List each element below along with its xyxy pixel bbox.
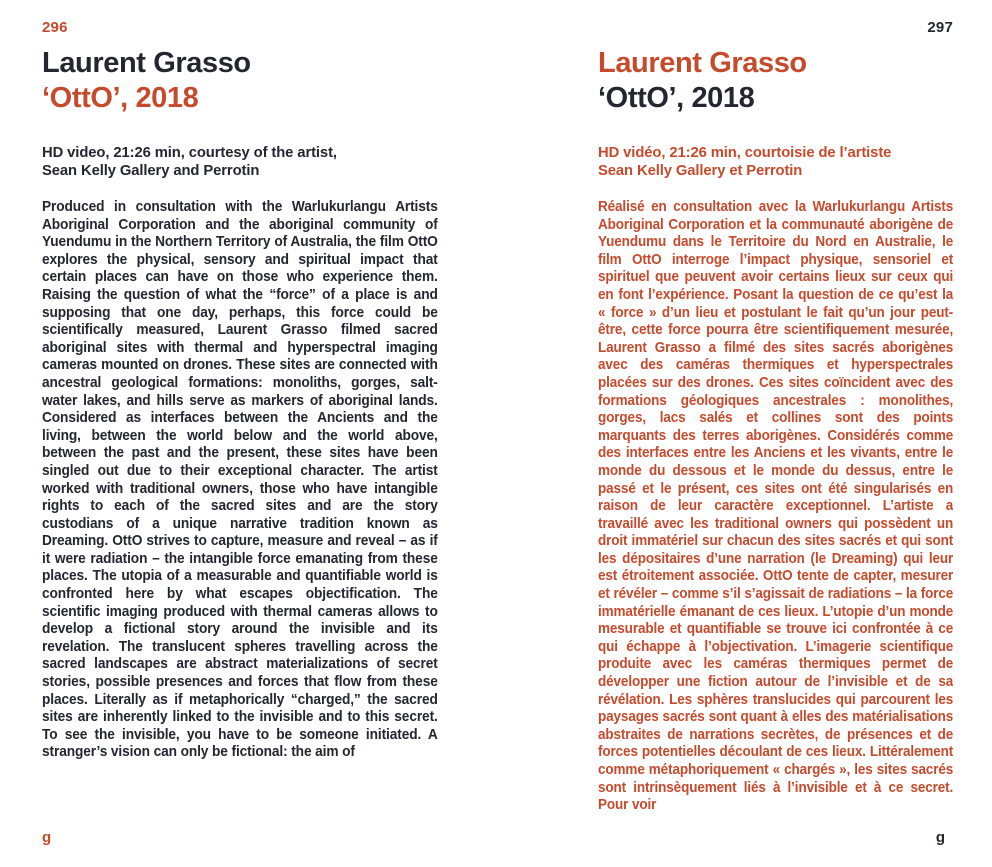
artwork-title: ‘OttO’, 2018 bbox=[42, 82, 199, 114]
credit-line: HD vidéo, 21:26 min, courtoisie de l’artiste bbox=[598, 145, 892, 161]
artwork-title: ‘OttO’, 2018 bbox=[598, 82, 755, 114]
page-right-french bbox=[598, 0, 953, 867]
section-mark-right: g bbox=[935, 829, 945, 846]
body-text-french: Réalisé en consultation avec la Warlukurlangu Artists Aboriginal Corporation et la communauté aborigène de Yuendumu dans le Territoire du Nord en Australie, le film OttO interroge l’impact physique, sensoriel et spirituel que peuvent avoir certains lieux sur ceux qui en font l’expérience. Posant la question de ce qu’est la « force » d’un lieu et postulant le fait qu’un jour peut-être, cette force pourra être scientifiquement mesurée, Laurent Grasso a filmé des sites sacrés aborigènes avec des caméras thermiques et hyperspectrales placées sur des drones. Ces sites coïncident avec des formations géologiques ancestrales : monolithes, gorges, lacs salés et collines sont des points marquants des terres aborigènes. Considérés comme des interfaces entre les Anciens et les vivants, entre le monde du dessous et le monde du dessus, entre le passé et le présent, ces sites ont été singularisés en raison de leur caractère exceptionnel. L’artiste a travaillé avec les traditional owners qui possèdent un droit immatériel sur chacun des sites sacrés et qui sont les dépositaires d’une narration (le Dreaming) qui leur est étroitement associée. OttO tente de capter, mesurer et révéler – comme s’il s’agissait de radiations – la force immatérielle émanant de ces lieux. L’utopie d’un monde mesurable et quantifiable se trouve ici confrontée à ce qui échappe à l’objectivation. L’imagerie scientifique produite avec les caméras thermiques permet de développer une fiction autour de l’invisible et de sa révélation. Les sphères translucides qui parcourent les paysages sacrés sont quant à elles des matérialisations abstraites de narrations secrètes, de présences et de forces potentielles découlant de ces lieux. Littéralement comme métaphoriquement « chargés », les sites sacrés sont intrinsèquement liés à l’invisible et à ce secret. Pour voir bbox=[598, 199, 954, 814]
credit-line: HD video, 21:26 min, courtesy of the artist, bbox=[42, 145, 337, 161]
credit-line: Sean Kelly Gallery et Perrotin bbox=[598, 162, 803, 179]
credit-block-right bbox=[598, 145, 953, 180]
artwork-heading-right bbox=[598, 46, 953, 116]
page-number-left: 296 bbox=[42, 19, 68, 36]
artist-name: Laurent Grasso bbox=[42, 47, 251, 79]
body-text-english: Produced in consultation with the Warlukurlangu Artists Aboriginal Corporation and the aboriginal community of Yuendumu in the Northern Territory of Australia, the film OttO explores the physical, sensory and spiritual impact that certain places can have on those who experience them. Raising the question of what the “force” of a place is and supposing that one day, perhaps, this force could be scientifically measured, Laurent Grasso filmed sacred aboriginal sites with thermal and hyperspectral imaging cameras mounted on drones. These sites are connected with ancestral geological formations: monoliths, gorges, salt-water lakes, and hills serve as markers of aboriginal lands. Considered as interfaces between the Ancients and the living, between the world below and the world above, between the past and the present, these sites have been singled out due to their exceptional character. The artist worked with traditional owners, those who have intangible rights to each of the sacred sites and are the story custodians of a unique narrative tradition known as Dreaming. OttO strives to capture, measure and reveal – as if it were radiation – the intangible force emanating from these places. The utopia of a measurable and quantifiable world is confronted here by what escapes objectification. The scientific imaging produced with thermal cameras allows to develop a fictional story around the invisible and its revelation. The translucent spheres travelling across the sacred landscapes are abstract materializations of secret stories, possible presences and forces that flow from these places. Literally as if metaphorically “charged,” the sacred sites are inherently linked to the invisible and to this secret. To see the invisible, you have to be someone initiated. A stranger’s vision can only be fictional: the aim of bbox=[42, 199, 438, 761]
credit-block-left bbox=[42, 145, 438, 180]
artist-name: Laurent Grasso bbox=[598, 47, 807, 79]
credit-line: Sean Kelly Gallery and Perrotin bbox=[42, 162, 260, 179]
page-left-english bbox=[42, 0, 438, 867]
section-mark-left: g bbox=[42, 829, 52, 846]
page-number-right: 297 bbox=[927, 19, 953, 36]
artwork-heading-left bbox=[42, 46, 438, 116]
